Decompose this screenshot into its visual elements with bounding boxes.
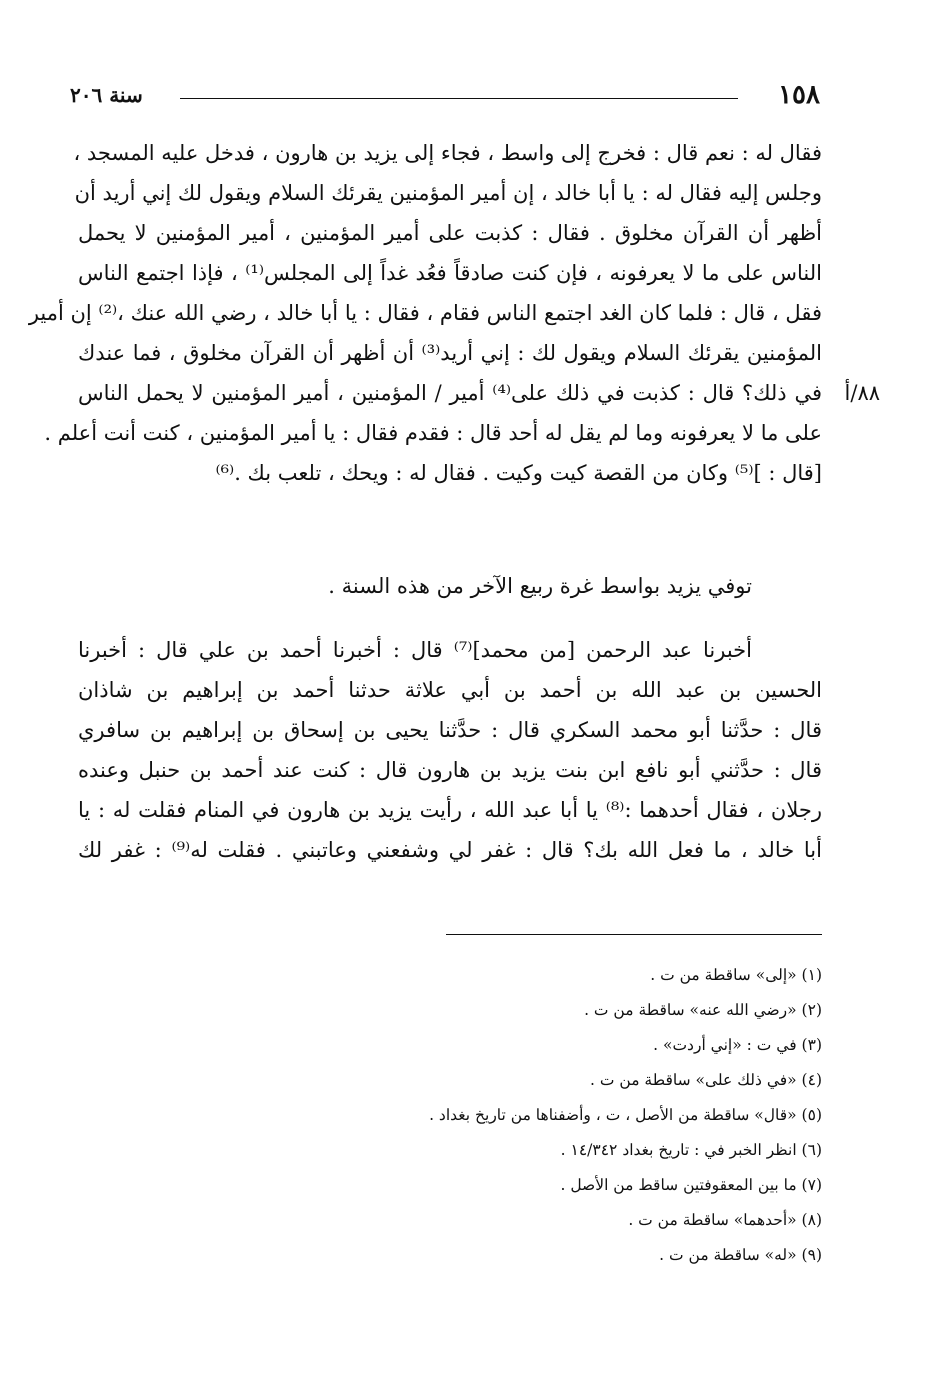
paragraph-2	[78, 566, 822, 606]
text-line: رجلان ، فقال أحدهما :⁽⁸⁾ يا أبا عبد الله ، رأيت يزيد بن هارون في المنام فقلت له : يا	[78, 798, 822, 822]
text-line: على ما لا يعرفونه وما لم يقل له أحد قال : فقدم فقال : يا أمير المؤمنين ، كنت أنت أعلم .	[44, 421, 822, 445]
text-line: قال : حدَّثني أبو نافع ابن بنت يزيد بن هارون قال : كنت عند أحمد بن حنبل وعنده	[78, 758, 822, 782]
footnote-separator	[446, 934, 822, 935]
footnote-item: (٣) في ت : «إني أردت» .	[653, 1036, 822, 1054]
paragraph-1	[28, 133, 823, 493]
text-line: أخبرنا عبد الرحمن [من محمد]⁽⁷⁾ قال : أخبرنا أحمد بن علي قال : أخبرنا	[78, 638, 752, 662]
text-line: أظهر أن القرآن مخلوق . فقال : كذبت على أمير المؤمنين ، أمير المؤمنين لا يحمل	[78, 221, 822, 245]
footnote-item: (٧) ما بين المعقوفتين ساقط من الأصل .	[560, 1176, 822, 1194]
text-line: فقل ، قال : فلما كان الغد اجتمع الناس فقام ، فقال : يا أبا خالد ، رضي الله عنك ،⁽²⁾ إن أمير	[28, 301, 822, 325]
text-line: أبا خالد ، ما فعل الله بك؟ قال : غفر لي وشفعني وعاتبني . فقلت له⁽⁹⁾ : غفر لك	[78, 838, 822, 862]
running-title: سنة ٢٠٦	[70, 83, 143, 107]
page-number: ١٥٨	[778, 80, 820, 110]
text-line: في ذلك؟ قال : كذبت في ذلك على⁽⁴⁾ أمير / المؤمنين ، أمير المؤمنين لا يحمل الناس	[78, 381, 822, 405]
text-line: فقال له : نعم قال : فخرج إلى واسط ، فجاء إلى يزيد بن هارون ، فدخل عليه المسجد ،	[73, 141, 822, 165]
manuscript-folio-marker: ٨٨/أ	[844, 381, 880, 405]
text-line: المؤمنين يقرئك السلام ويقول لك : إني أريد⁽³⁾ أن أظهر أن القرآن مخلوق ، فما عندك	[78, 341, 822, 365]
header-rule	[180, 98, 738, 99]
footnote-item: (٩) «له» ساقطة من ت .	[659, 1246, 822, 1264]
footnote-item: (٥) «قال» ساقطة من الأصل ، ت ، وأضفناها من تاريخ بغداد .	[429, 1106, 822, 1124]
text-line: الحسين بن عبد الله بن أحمد بن أبي علاثة حدثنا أحمد بن إبراهيم بن شاذان	[78, 678, 822, 702]
footnote-item: (٦) انظر الخبر في : تاريخ بغداد ١٤/٣٤٢ .	[560, 1141, 822, 1159]
page-header	[70, 78, 822, 112]
paragraph-3	[78, 630, 822, 870]
footnote-item: (٢) «رضي الله عنه» ساقطة من ت .	[584, 1001, 822, 1019]
footnote-item: (٤) «في ذلك على» ساقطة من ت .	[590, 1071, 822, 1089]
footnote-item: (١) «إلى» ساقطة من ت .	[650, 966, 822, 984]
footnote-item: (٨) «أحدهما» ساقطة من ت .	[628, 1211, 822, 1229]
text-line: [قال : ]⁽⁵⁾ وكان من القصة كيت وكيت . فقال له : ويحك ، تلعب بك .⁽⁶⁾	[215, 461, 822, 485]
footnotes	[78, 958, 822, 1273]
text-line: قال : حدَّثنا أبو محمد السكري قال : حدَّثنا يحيى بن إسحاق بن إبراهيم بن سافري	[78, 718, 822, 742]
text-line: توفي يزيد بواسط غرة ربيع الآخر من هذه السنة .	[328, 574, 752, 598]
text-line: الناس على ما لا يعرفونه ، فإن كنت صادقاً فعُد غداً إلى المجلس⁽¹⁾ ، فإذا اجتمع الناس	[78, 261, 823, 285]
text-line: وجلس إليه فقال له : يا أبا خالد ، إن أمير المؤمنين يقرئك السلام ويقول لك إني أريد أن	[74, 181, 822, 205]
